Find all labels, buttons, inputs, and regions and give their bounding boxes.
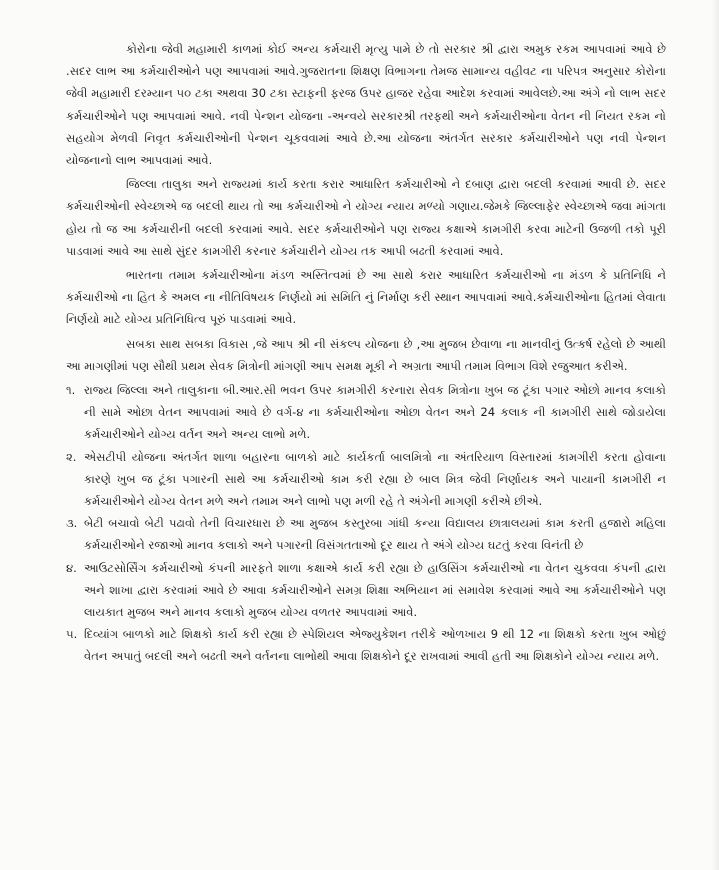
item-text: દિવ્યાંગ બાળકો માટે શિક્ષકો કાર્ય કરી રહ્યા છે સ્પેશિયલ એજ્યુકેશન તરીકે ઓળખાય 9 થી 12 ના શિક્ષકો કરતા ખુબ ઓછું વેતન અપાતું બદલી અને બઢતી અને વર્તનના લાભોથી આવા શિક્ષકોને દૂર રાખવામાં આવી હતી આ શિક્ષકોને યોગ્ય ન્યાય મળે.	[84, 627, 666, 664]
item-number: ૧.	[66, 383, 76, 398]
item-number: ૩.	[66, 516, 78, 531]
paragraph-contract-transfer: જિલ્લા તાલુકા અને રાજ્યમાં કાર્ય કરતા કરાર આધારિત કર્મચારીઓ ને દબાણ દ્વારા બદલી કરવામાં આવી છે. સદર કર્મચારીઓની સ્વેચ્છાએ જ બદલી થાય તો આ કર્મચારીઓ ને યોગ્ય ન્યાય મળ્યો ગણાય.જેમકે જિલ્લાફેર સ્વેચ્છાએ જવા માંગતા હોય તો જ આ કર્મચારીની બદલી કરવામાં આવે. સદર કર્મચારીઓને પણ રાજ્ય કક્ષાએ કામગીરી કરવા માટેની ઉજળી તકો પૂરી પાડવામાં આવે આ સાથે સુંદર કામગીરી કરનાર કર્મચારીને યોગ્ય તક આપી બઢતી કરવામાં આવે.	[66, 177, 666, 258]
item-text: એસટીપી યોજના અંતર્ગત શાળા બહારના બાળકો માટે કાર્યકર્તા બાલમિત્રો ના અંતરિયાળ વિસ્તારમાં કામગીરી કરતા હોવાના કારણે ખુબ જ ટૂંકા પગારની સાથે આ કર્મચારીઓ કામ કરી રહ્યા છે બાલ મિત્ર જેવી નિર્ણાયક અને પાયાની કામગીરી ન કર્મચારીઓને યોગ્ય વેતન મળે અને તમામ અને લાભો પણ મળી રહે તે અંગેની માગણી કરીએ છીએ.	[84, 449, 666, 509]
item-text: આઉટસોર્સિંગ કર્મચારીઓ કંપની મારફતે શાળા કક્ષાએ કાર્ય કરી રહ્યા છે હાઉસિંગ કર્મચારીઓ ના વેતન ચુકવવા કંપની દ્વારા અને શાખા દ્વારા કરવામાં આવે છે આવા કર્મચારીઓને સમગ્ર શિક્ષા અભિયાન માં સમાવેશ કરવામાં આવે આ કર્મચારીઓને પણ લાયકાત મુજબ અને માનવ કલાકો મુજબ યોગ્ય વળતર આપવામાં આવે.	[84, 560, 666, 620]
list-item	[66, 623, 666, 667]
list-item	[66, 512, 666, 556]
page-edge-shadow	[711, 0, 719, 870]
list-item	[66, 379, 666, 446]
letter-body	[66, 38, 666, 668]
list-item	[66, 446, 666, 513]
item-number: ૪.	[66, 560, 77, 575]
item-number: ૨.	[66, 449, 77, 464]
list-item	[66, 557, 666, 624]
paragraph-covid-benefits: કોરોના જેવી મહામારી કાળમાં કોઈ અન્ય કર્મચારી મૃત્યુ પામે છે તો સરકાર શ્રી દ્વારા અમુક રકમ આપવામાં આવે છે .સદર લાભ આ કર્મચારીઓને પણ આપવામાં આવે.ગુજરાતના શિક્ષણ વિભાગના તેમજ સામાન્ય વહીવટ ના પરિપત્ર અનુસાર કોરોના જેવી મહામારી દરમ્યાન ૫૦ ટકા અથવા 30 ટકા સ્ટાફની ફરજ ઉપર હાજર રહેવા આદેશ કરવામાં આવેલછે.આ અંગે નો લાભ સદર કર્મચારીઓને પણ આપવામાં આવે. નવી પેન્શન યોજના -અન્વયે સરકારશ્રી તરફથી અને કર્મચારીઓના વેતન ની નિયત રકમ નો સહયોગ મેળવી નિવૃત કર્મચારીઓની પેન્શન ચૂકવવામાં આવે છે.આ યોજના અંતર્ગત સરકાર કર્મચારીઓને પણ નવી પેન્શન યોજનાનો લાભ આપવામાં આવે.	[66, 42, 666, 168]
paragraph-representation: ભારતના તમામ કર્મચારીઓના મંડળ અસ્તિત્વમાં છે આ સાથે કરાર આધારિત કર્મચારીઓ ના મંડળ કે પ્રતિનિધિ ને કર્મચારીઓ ના હિત કે અમલ ના નીતિવિષયક નિર્ણયો માં સમિતિ નું નિર્માણ કરી સ્થાન આપવામાં આવે.કર્મચારીઓના હિતમાં લેવાતા નિર્ણયો માટે યોગ્ય પ્રતિનિધિત્વ પૂરું પાડવામાં આવે.	[66, 268, 666, 327]
item-text: બેટી બચાવો બેટી પઢાવો તેની વિચારધારા છે આ મુજબ કસ્તુરબા ગાંધી કન્યા વિદ્યાલય છાત્રાલયમાં કામ કરતી હજારો મહિલા કર્મચારીઓને રજાઓ માનવ કલાકો અને પગારની વિસંગતતાઓ દૂર થાય તે અંગે યોગ્ય ઘટતું કરવા વિનંતી છે	[84, 516, 666, 553]
item-number: ૫.	[66, 627, 78, 642]
item-text: રાજ્ય જિલ્લા અને તાલુકાના બી.આર.સી ભવન ઉપર કામગીરી કરનારા સેવક મિત્રોના ખુબ જ ટૂંકા પગાર ઓછો માનવ કલાકો ની સામે ઓછા વેતન આપવામાં આવે છે વર્ગ-૪ ના કર્મચારીઓના ઓછા વેતન અને 24 કલાક ની કામગીરી સાથે જોડાયેલા કર્મચારીઓને યોગ્ય વર્તન અને અન્ય લાભો મળે.	[84, 383, 666, 442]
paragraph-sabka-saath: સબકા સાથ સબકા વિકાસ ,જે આપ શ્રી ની સંકલ્પ યોજના છે ,આ મુજબ છેવાળા ના માનવીનું ઉત્કર્ષ રહેલો છે આથી આ માગણીમાં પણ સૌથી પ્રથમ સેવક મિત્રોની માંગણી આપ સમક્ષ મૂકી ને અગ્રતા આપી તમામ વિભાગ વિશે રજુઆત કરીએ.	[66, 336, 666, 373]
